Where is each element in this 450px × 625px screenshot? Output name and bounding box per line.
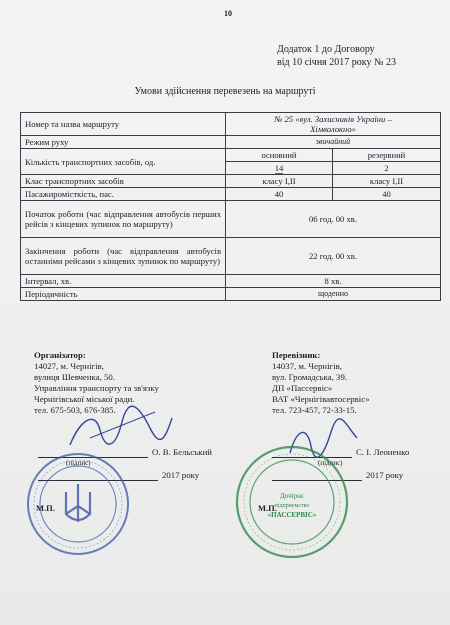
table-row [21, 113, 441, 136]
mode-value: звичайний [226, 136, 441, 149]
carrier-seal-mark: М.П. [258, 503, 277, 513]
capacity-label: Пасажиромісткість, пас. [21, 188, 226, 201]
mode-label: Режим руху [21, 136, 226, 149]
interval-value: 8 хв. [226, 275, 441, 288]
organizer-line-3: Управління транспорту та зв'язку [34, 383, 159, 393]
table-row [21, 288, 441, 301]
carrier-stamp [232, 442, 352, 562]
organizer-year: 2017 року [162, 470, 200, 480]
table-row [21, 238, 441, 275]
carrier-year: 2017 року [366, 470, 404, 480]
capacity-reserve: 40 [333, 188, 441, 201]
route-terms-table [20, 112, 441, 301]
organizer-stamp [22, 448, 134, 560]
carrier-line-3: ДП «Пассервіс» [272, 383, 333, 393]
start-value: 06 год. 00 хв. [226, 201, 441, 238]
vehicles-main-value [226, 162, 333, 175]
carrier-heading: Перевізник: [272, 350, 321, 360]
table-row [21, 188, 441, 201]
table-row [21, 149, 441, 162]
table-row [21, 175, 441, 188]
class-reserve: класу І,ІІ [333, 175, 441, 188]
svg-text:підприємство: підприємство [274, 503, 310, 509]
start-label: Початок роботи (час відправлення автобусів перших рейсів з кінцевих зупинок по маршруту) [21, 201, 226, 238]
carrier-block [272, 350, 370, 416]
svg-text:Дочірнє: Дочірнє [280, 492, 304, 500]
annex-line-1: Додаток 1 до Договору [277, 44, 375, 55]
carrier-line-4: ВАТ «Чернігівавтосервіс» [272, 394, 370, 404]
page-number: 10 [224, 9, 232, 18]
interval-label: Інтервал, хв. [21, 275, 226, 288]
carrier-signatory-name: С. І. Леоненко [356, 447, 410, 457]
table-row [21, 136, 441, 149]
table-row [21, 201, 441, 238]
route-label: Номер та назва маршруту [21, 113, 226, 136]
document-title: Умови здійснення перевезень на маршруті [134, 86, 316, 97]
organizer-signature-caption: (підпис) [66, 459, 91, 467]
vehicles-label: Кількість транспортних засобів, од. [21, 149, 226, 175]
carrier-line-1: 14037, м. Чернігів, [272, 361, 342, 371]
class-main: класу І,ІІ [226, 175, 333, 188]
vehicles-reserve-value: 2 [333, 162, 441, 175]
table-row [21, 275, 441, 288]
periodicity-label: Періодичність [21, 288, 226, 301]
carrier-line-2: вул. Громадська, 39. [272, 372, 348, 382]
end-label: Закінчення роботи (час відправлення автобусів останніми рейсами з кінцевих зупинок по маршруту) [21, 238, 226, 275]
organizer-signatory-name: О. В. Бельський [152, 447, 212, 457]
capacity-main: 40 [226, 188, 333, 201]
end-value: 22 год. 00 хв. [226, 238, 441, 275]
organizer-line-5: тел. 675-503, 676-385. [34, 405, 116, 415]
organizer-heading: Організатор: [34, 350, 86, 360]
organizer-line-1: 14027, м. Чернігів, [34, 361, 104, 371]
vehicles-main-number: 14 [274, 163, 284, 173]
vehicles-main-header: основний [226, 149, 333, 162]
organizer-seal-mark: М.П. [36, 503, 55, 513]
organizer-line-4: Чернігівської міської ради. [34, 394, 135, 404]
carrier-signature-caption: (підпис) [318, 459, 343, 467]
annex-line-2: від 10 січня 2017 року № 23 [277, 57, 397, 68]
vehicles-reserve-header: резервний [333, 149, 441, 162]
route-value [226, 113, 441, 136]
class-label: Клас транспортних засобів [21, 175, 226, 188]
route-value-line-1: № 25 «вул. Захисників України – [274, 114, 392, 124]
organizer-line-2: вулиця Шевченка, 50. [34, 372, 115, 382]
svg-text:«ПАССЕРВІС»: «ПАССЕРВІС» [267, 511, 317, 519]
periodicity-value: щоденно [226, 288, 441, 301]
route-value-line-2: Хімволокно» [310, 124, 356, 134]
annex-heading [277, 43, 396, 69]
carrier-line-5: тел. 723-457, 72-33-15. [272, 405, 357, 415]
